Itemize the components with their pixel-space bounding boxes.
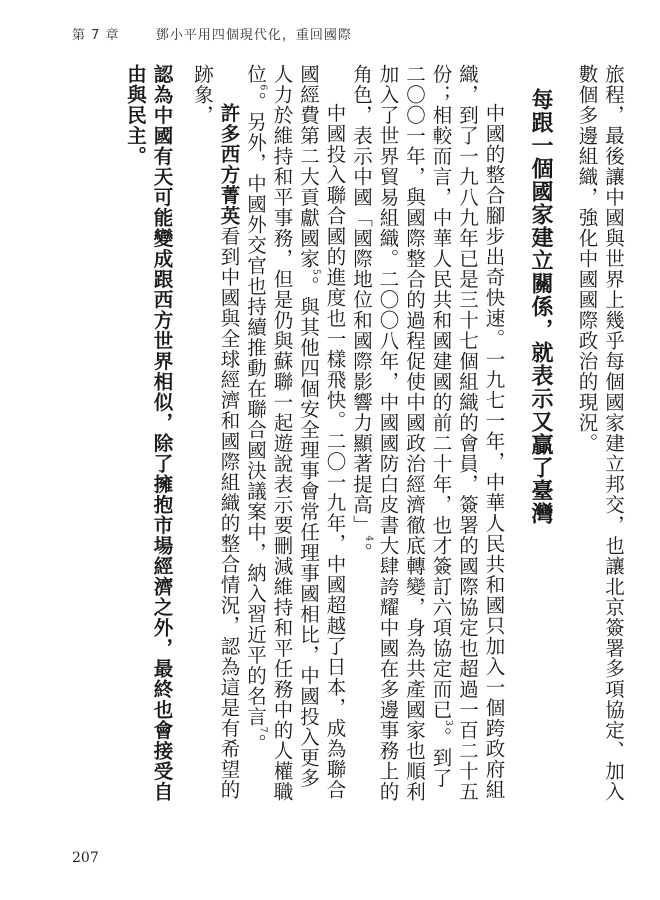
section-heading: 每跟一個國家建立關係，就表示又贏了臺灣	[528, 88, 553, 525]
vertical-body-text	[66, 64, 626, 804]
paragraph-continuation: 旅程，最後讓中國與世界上幾乎每個國家建立邦交，也讓北京簽署多項協定、加入數個多邊組織，強化中國國際政治的現況。	[575, 64, 625, 802]
header-separator	[131, 28, 145, 43]
footnote-ref: 7	[257, 726, 268, 734]
paragraph-un: 中國投入聯合國的進度也一樣飛快。二〇一九年，中國超越了日本，成為聯合國經費第二大貢獻國家$^5$。與其他四個安全理事會常任理事國相比，中國投入更多人力於維持和平事務，但是仍與蘇聯一起遊說表示要刪減維持和平任務中的人權職位$^6$。另外，中國外交官也持續推動在聯合國決議案中，納入習近平的名言$^7$。	[244, 64, 347, 802]
paragraph-integration: 中國的整合腳步出奇快速。一九七一年，中華人民共和國只加入一個跨政府組織，到了一九八九年已是三十七個組織的會員，簽署的國際協定也超過一百二十五份；相較而言，中華人民共和國建國的前二十年，也才簽訂六項協定而已$^3$。到了二〇〇一年，與國際整合的過程促使中國政治經濟徹底轉變，身為共產國家也順利加入了世界貿易組織。二〇〇八年，中國國防白皮書大肆誇耀中國在多邊事務上的角色，表示中國「國際地位和國際影響力顯著提高」$^4$。	[350, 64, 506, 802]
footnote-ref: 3	[443, 720, 453, 727]
footnote-ref: 5	[310, 269, 321, 276]
page-number: 207	[72, 850, 99, 866]
chapter-label: 第 7 章	[72, 28, 120, 43]
footnote-ref: 4	[363, 535, 374, 543]
running-header	[72, 24, 352, 43]
paragraph-western-elites: 許多西方菁英看到中國與全球經濟和國際組織的整合情況，認為這是有希望的跡象，	[191, 64, 241, 800]
footnote-ref: 6	[257, 84, 268, 92]
paragraph-bold-conclusion: 認為中國有天可能變成跟西方世界相似，除了擁抱市場經濟之外，最終也會接受自由與民主。	[124, 64, 174, 802]
chapter-title: 鄧小平用四個現代化，重回國際	[155, 28, 352, 43]
bold-lead: 許多西方菁英	[217, 103, 241, 226]
